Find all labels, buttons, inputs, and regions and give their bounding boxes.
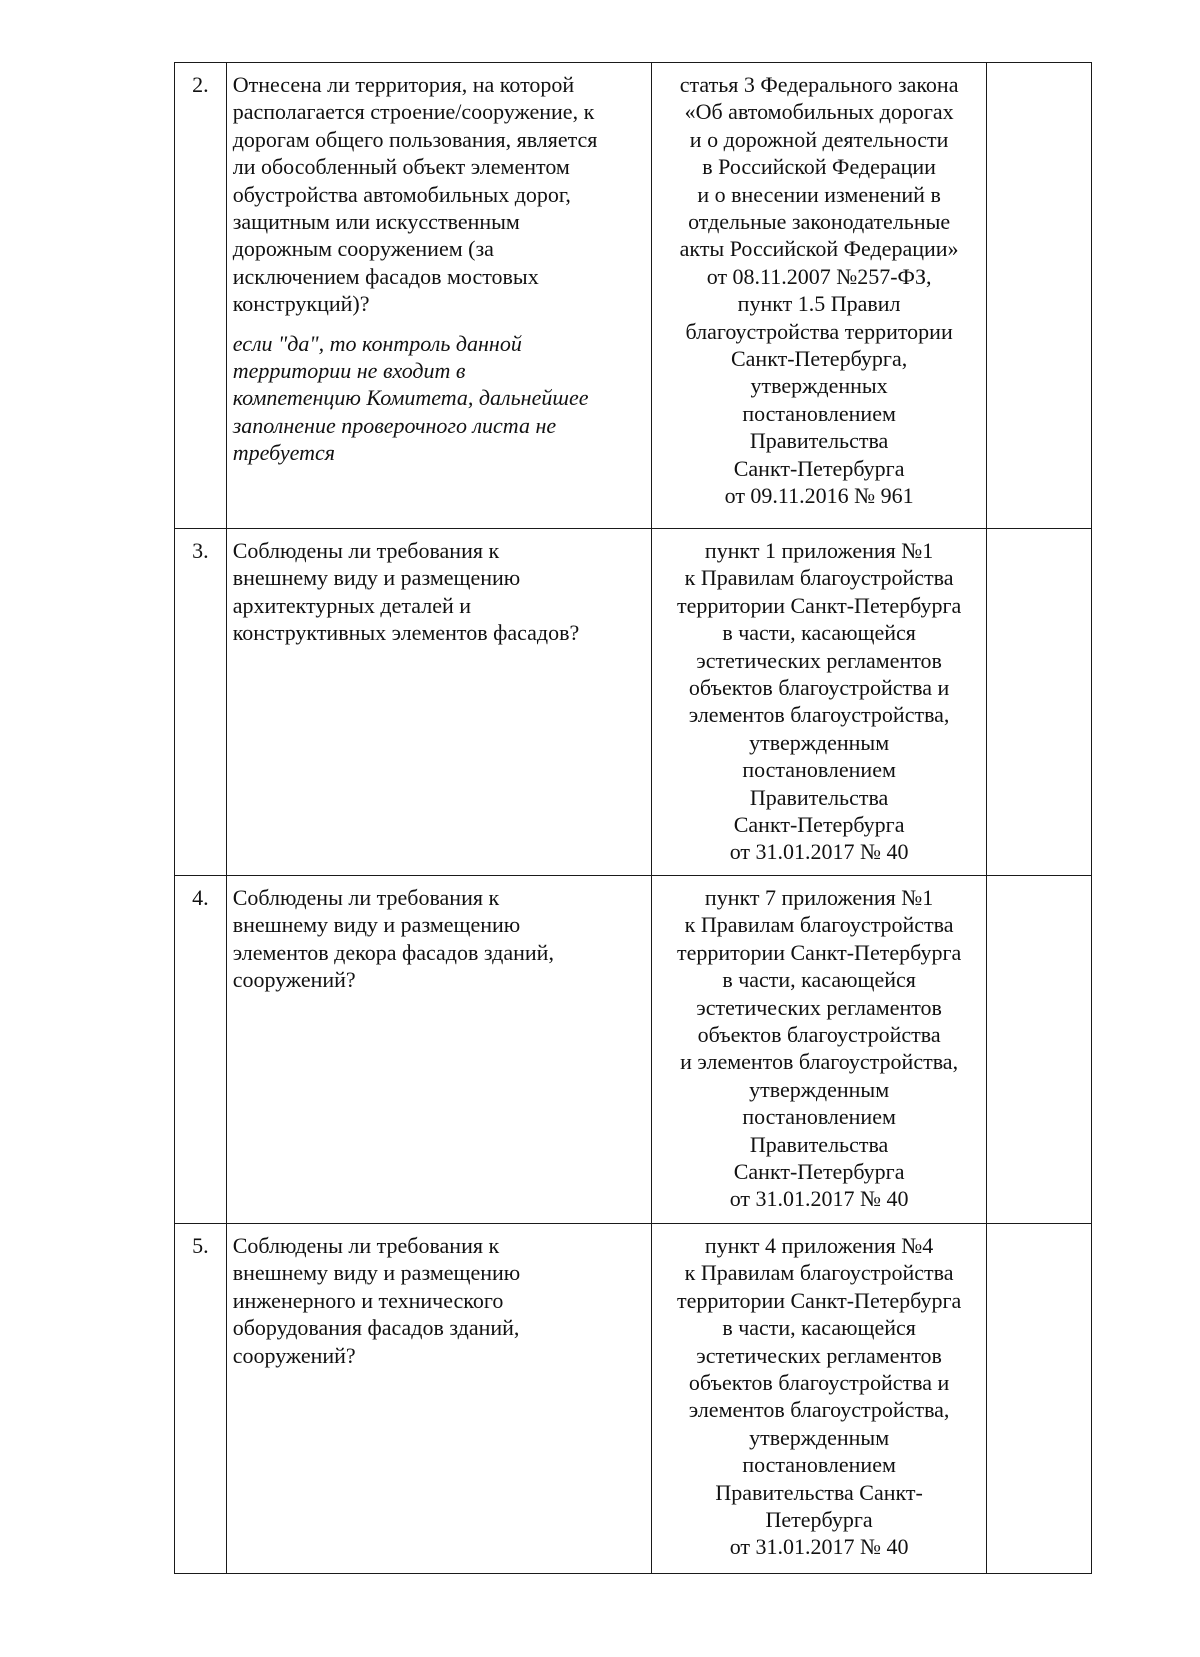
legal-reference-text: пункт 1 приложения №1 к Правилам благоустройства территории Санкт-Петербурга в части, касающейся эстетических регламентов объектов благоустройства и элементов благоустройства, утвержденным постановлением Правительства Санкт-Петербурга от 31.01.2017 № 40	[676, 538, 962, 865]
row-number: 5.	[175, 1224, 227, 1574]
legal-reference-cell	[651, 529, 987, 876]
question-cell	[226, 529, 651, 876]
question-note: если "да", то контроль данной территории не входит в компетенцию Комитета, дальнейшее заполнение проверочного листа не требуется	[232, 330, 589, 466]
checklist-row-3	[175, 529, 1092, 876]
question-cell	[226, 1224, 651, 1574]
legal-reference-text: статья 3 Федерального закона «Об автомобильных дорогах и о дорожной деятельности в Российской Федерации и о внесении изменений в отдельные законодательные акты Российской Федерации» от 08.11.2007 №257-ФЗ, пункт 1.5 Правил благоустройства территории Санкт-Петербурга, утвержденных постановлением Правительства Санкт-Петербурга от 09.11.2016 № 961	[679, 72, 959, 509]
legal-reference-text: пункт 4 приложения №4 к Правилам благоустройства территории Санкт-Петербурга в части, касающейся эстетических регламентов объектов благоустройства и элементов благоустройства, утвержденным постановлением Правительства Санкт- Петербурга от 31.01.2017 № 40	[676, 1233, 962, 1560]
question-text: Соблюдены ли требования к внешнему виду и размещению архитектурных деталей и конструктивных элементов фасадов?	[232, 538, 580, 646]
answer-cell[interactable]	[987, 1224, 1092, 1574]
legal-reference-cell	[651, 63, 987, 529]
legal-reference-cell	[651, 876, 987, 1224]
answer-cell[interactable]	[987, 876, 1092, 1224]
checklist-table	[174, 62, 1092, 1574]
legal-reference-cell	[651, 1224, 987, 1574]
answer-cell[interactable]	[987, 529, 1092, 876]
row-number: 2.	[175, 63, 227, 529]
checklist-row-4	[175, 876, 1092, 1224]
question-cell	[226, 876, 651, 1224]
row-number: 3.	[175, 529, 227, 876]
question-text: Отнесена ли территория, на которой располагается строение/сооружение, к дорогам общего пользования, является ли обособленный объект элементом обустройства автомобильных дорог, защитным или искусственным дорожным сооружением (за исключением фасадов мостовых конструкций)?	[232, 72, 598, 317]
question-text: Соблюдены ли требования к внешнему виду и размещению элементов декора фасадов зданий, сооружений?	[232, 885, 554, 993]
checklist-row-2	[175, 63, 1092, 529]
question-cell	[226, 63, 651, 529]
legal-reference-text: пункт 7 приложения №1 к Правилам благоустройства территории Санкт-Петербурга в части, касающейся эстетических регламентов объектов благоустройства и элементов благоустройства, утвержденным постановлением Правительства Санкт-Петербурга от 31.01.2017 № 40	[676, 885, 962, 1212]
checklist-row-5	[175, 1224, 1092, 1574]
answer-cell[interactable]	[987, 63, 1092, 529]
question-text: Соблюдены ли требования к внешнему виду и размещению инженерного и технического оборудования фасадов зданий, сооружений?	[232, 1233, 521, 1368]
row-number: 4.	[175, 876, 227, 1224]
